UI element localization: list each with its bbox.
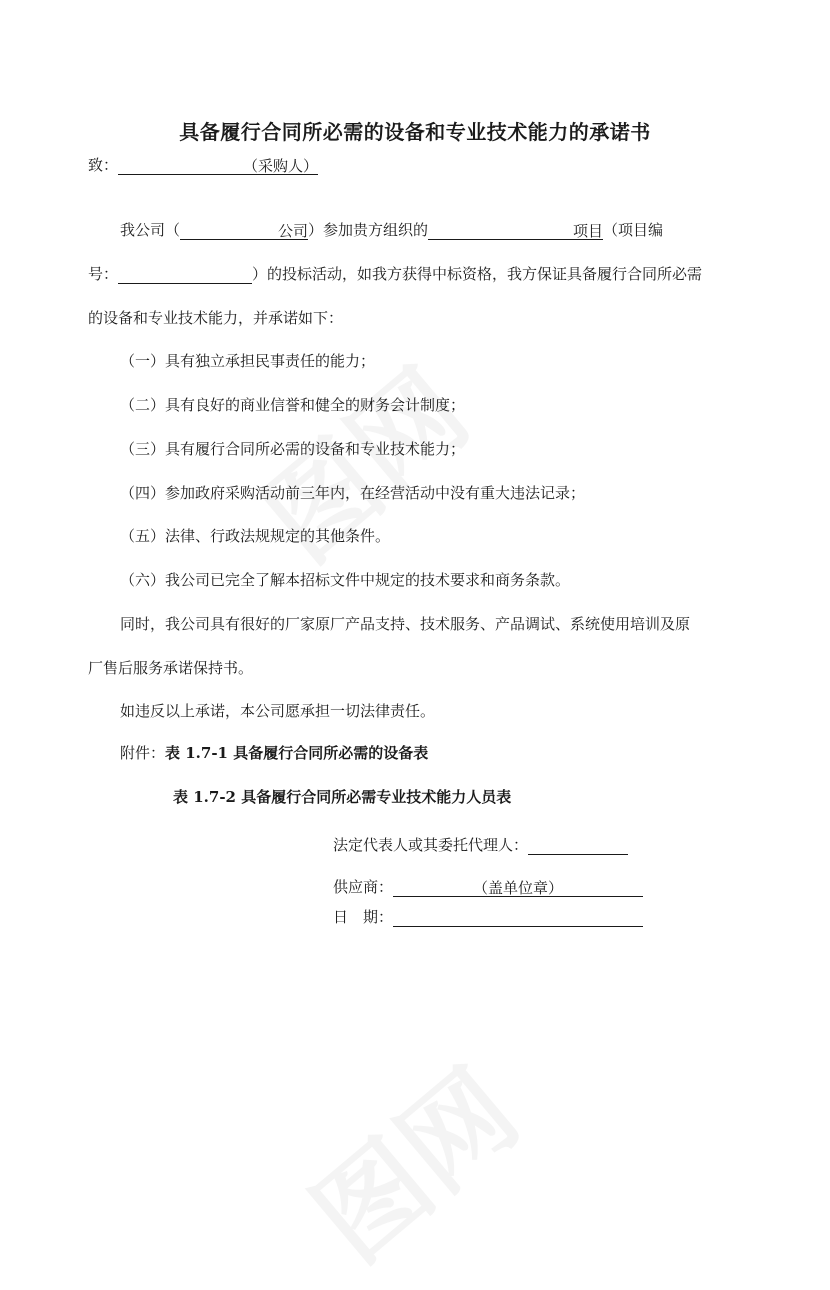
attachment-line-1 [120, 742, 428, 763]
page-title: 具备履行合同所必需的设备和专业技术能力的承诺书 [179, 120, 651, 144]
rep-line [333, 834, 628, 855]
intro-line-1: 我公司（ 公司）参加贵方组织的 项目（项目编 [120, 221, 664, 240]
attachment-label: 附件： [120, 744, 166, 762]
to-label: 致： [88, 156, 119, 174]
purchaser-blank [118, 155, 318, 175]
supplier-line [333, 876, 643, 897]
also-line-1: 同时，我公司具有很好的厂家原厂产品支持、技术服务、产品调试、系统使用培训及原 [120, 615, 691, 633]
item-4: （四）参加政府采购活动前三年内，在经营活动中没有重大违法记录； [120, 484, 586, 502]
date-blank [393, 907, 643, 927]
date-line [333, 906, 643, 927]
project-number-blank [118, 264, 252, 284]
purchaser-text: （采购人） [243, 157, 319, 175]
item-2: （二）具有良好的商业信誉和健全的财务会计制度； [120, 396, 466, 414]
date-label: 日 期： [333, 908, 394, 926]
attachment-1: 表 1.7-1 具备履行合同所必需的设备表 [165, 744, 429, 762]
watermark-bottom [275, 1028, 545, 1290]
item-6: （六）我公司已完全了解本招标文件中规定的技术要求和商务条款。 [120, 571, 571, 589]
to-line [88, 154, 318, 175]
intro-line-2: 号： ）的投标活动，如我方获得中标资格，我方保证具备履行合同所必需 [88, 265, 703, 283]
attachment-2: 表 1.7-2 具备履行合同所必需专业技术能力人员表 [173, 788, 512, 806]
supplier-blank [393, 877, 643, 897]
supplier-label: 供应商： [333, 878, 394, 896]
item-3: （三）具有履行合同所必需的设备和专业技术能力； [120, 440, 466, 458]
item-5: （五）法律、行政法规规定的其他条件。 [120, 527, 391, 545]
violation-line: 如违反以上承诺，本公司愿承担一切法律责任。 [120, 702, 436, 720]
item-1: （一）具有独立承担民事责任的能力； [120, 352, 376, 370]
stamp-text: （盖单位章） [473, 879, 564, 897]
rep-label: 法定代表人或其委托代理人： [333, 836, 529, 854]
project-blank: 项目 [428, 220, 603, 240]
intro-line-3: 的设备和专业技术能力，并承诺如下： [88, 309, 344, 327]
also-line-2: 厂售后服务承诺保持书。 [88, 659, 254, 677]
company-blank: 公司 [180, 220, 308, 240]
rep-blank [528, 835, 628, 855]
